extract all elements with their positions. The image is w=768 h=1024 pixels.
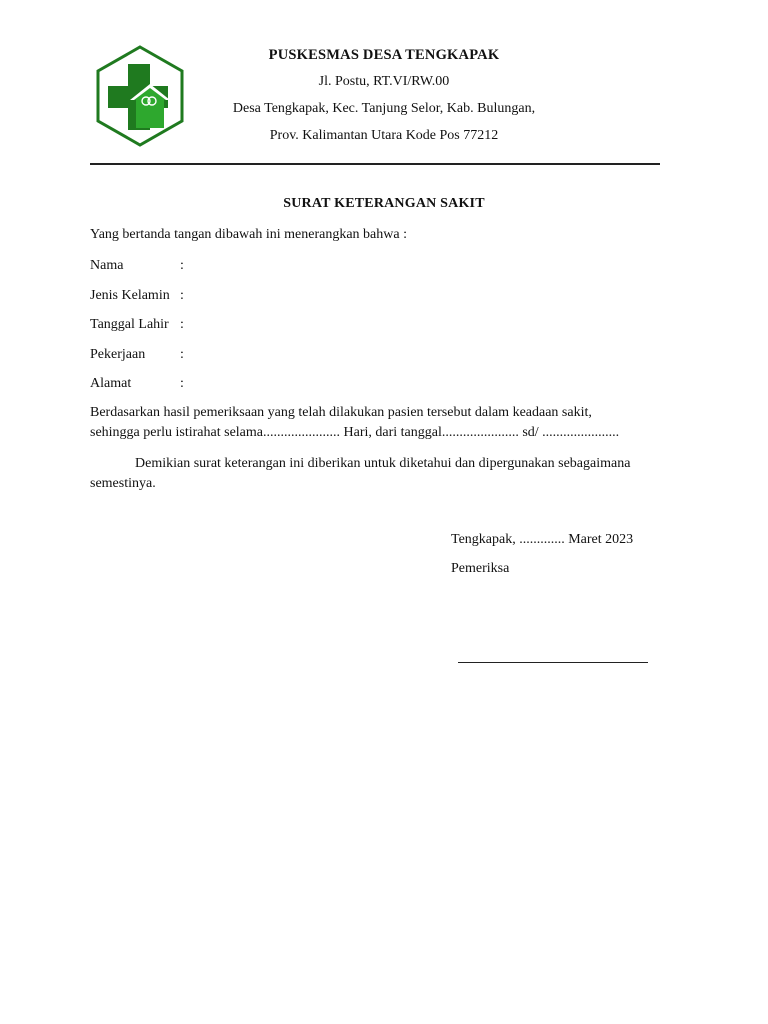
- examination-line-1: Berdasarkan hasil pemeriksaan yang telah dilakukan pasien tersebut dalam keadaan sakit,: [90, 405, 592, 420]
- field-colon: :: [180, 258, 184, 273]
- intro-text: Yang bertanda tangan dibawah ini menerangkan bahwa :: [90, 227, 407, 242]
- closing-paragraph: Demikian surat keterangan ini diberikan untuk diketahui dan dipergunakan sebagaimana semestinya.: [90, 456, 631, 491]
- patient-fields: [90, 256, 184, 404]
- field-row-nama: [90, 256, 184, 286]
- document-title: SURAT KETERANGAN SAKIT: [283, 196, 485, 211]
- signature-date: Tengkapak, ............. Maret 2023: [451, 532, 634, 547]
- field-row-tanggal-lahir: [90, 315, 184, 345]
- address-line-3: Prov. Kalimantan Utara Kode Pos 77212: [269, 128, 499, 143]
- letterhead-divider: [90, 163, 660, 165]
- examination-line-2: sehingga perlu istirahat selama...................... Hari, dari tanggal...................... sd/ ......................: [90, 425, 620, 440]
- signature-line: [458, 662, 648, 663]
- field-colon: :: [180, 376, 184, 392]
- address-line-1: Jl. Postu, RT.VI/RW.00: [318, 74, 450, 89]
- field-label: Alamat: [90, 376, 132, 392]
- field-colon: :: [180, 317, 184, 333]
- signature-role: Pemeriksa: [451, 561, 510, 576]
- field-colon: :: [180, 346, 184, 362]
- field-label: Pekerjaan: [90, 346, 146, 362]
- puskesmas-logo-icon: [94, 44, 186, 148]
- field-label: Nama: [90, 258, 124, 273]
- organization-name: PUSKESMAS DESA TENGKAPAK: [268, 47, 500, 63]
- field-row-jenis-kelamin: [90, 286, 184, 316]
- examination-paragraph: [90, 403, 680, 443]
- field-row-pekerjaan: [90, 345, 184, 375]
- letterhead: [200, 44, 568, 152]
- field-row-alamat: [90, 374, 184, 404]
- address-line-2: Desa Tengkapak, Kec. Tanjung Selor, Kab. Bulungan,: [232, 101, 536, 116]
- field-label: Tanggal Lahir: [90, 317, 169, 333]
- field-colon: :: [180, 287, 184, 303]
- field-label: Jenis Kelamin: [90, 287, 170, 303]
